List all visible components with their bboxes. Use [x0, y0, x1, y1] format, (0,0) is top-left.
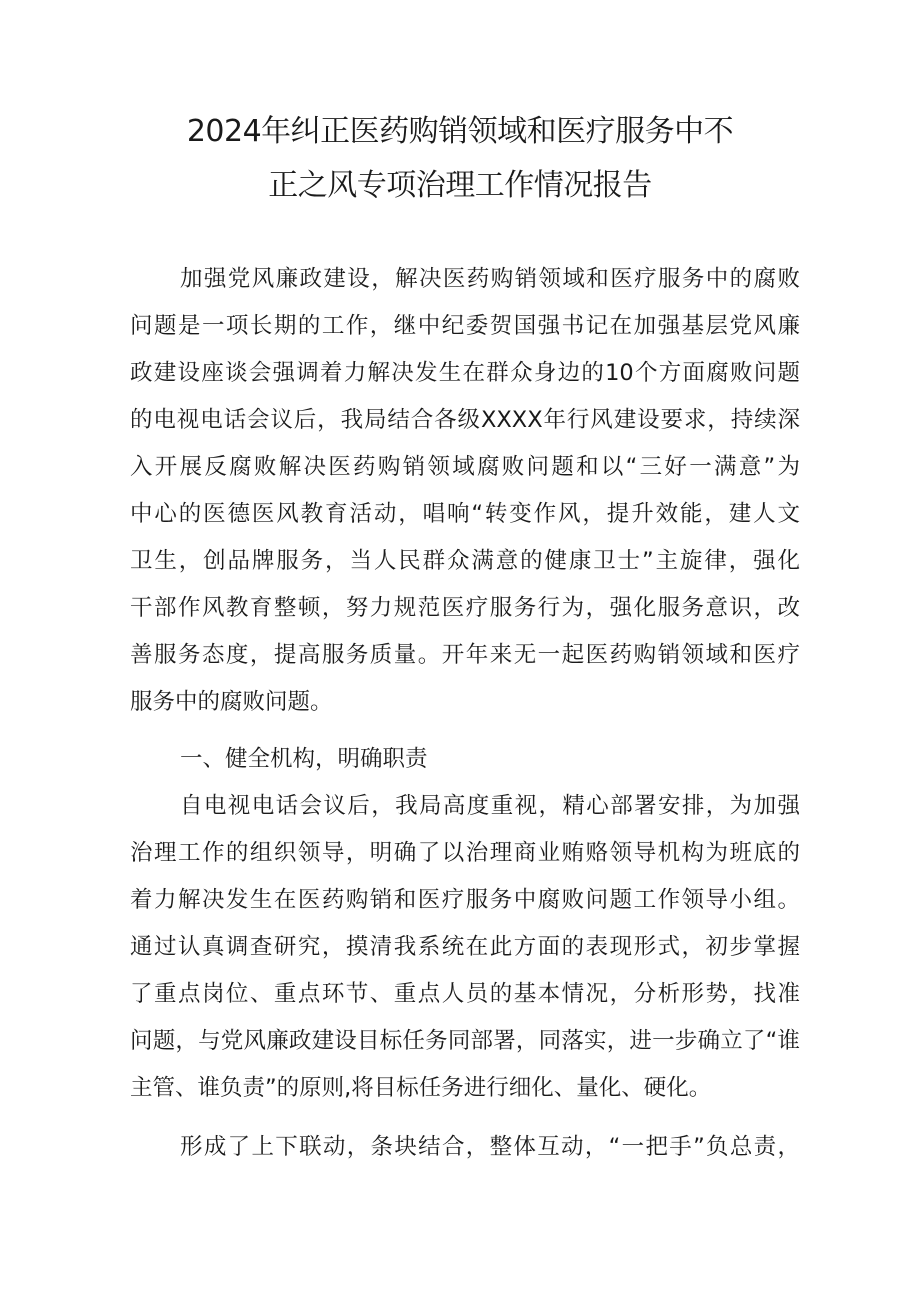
paragraph-1-line: 加强党风廉政建设，解决医药购销领域和医疗服务中的腐败: [180, 266, 800, 292]
section-heading-1: 一、健全机构，明确职责: [180, 746, 428, 772]
paragraph-1-line: 卫生，创品牌服务，当人民群众满意的健康卫士”主旋律，强化: [130, 548, 800, 574]
paragraph-1-line: 的电视电话会议后，我局结合各级XXXX年行风建设要求，持续深: [130, 407, 800, 433]
paragraph-1-line: 入开展反腐败解决医药购销领域腐败问题和以“三好一满意”为: [130, 454, 800, 480]
paragraph-1-line: 服务中的腐败问题。: [130, 689, 333, 715]
paragraph-2-line: 主管、谁负责”的原则,将目标任务进行细化、量化、硬化。: [130, 1075, 712, 1101]
paragraph-3-line: 形成了上下联动，条块结合，整体互动，“一把手”负总责，: [180, 1134, 800, 1160]
document-title-line-2: 正之风专项治理工作情况报告: [268, 168, 652, 203]
paragraph-2-line: 了重点岗位、重点环节、重点人员的基本情况，分析形势，找准: [130, 981, 800, 1007]
paragraph-2-line: 自电视电话会议后，我局高度重视，精心部署安排，为加强: [180, 793, 800, 819]
paragraph-2-line: 问题，与党风廉政建设目标任务同部署，同落实，进一步确立了“谁: [130, 1028, 800, 1054]
paragraph-1-line: 干部作风教育整顿，努力规范医疗服务行为，强化服务意识，改: [130, 595, 800, 621]
paragraph-2-line: 着力解决发生在医药购销和医疗服务中腐败问题工作领导小组。: [130, 887, 800, 913]
paragraph-1-line: 政建设座谈会强调着力解决发生在群众身边的10个方面腐败问题: [130, 360, 800, 386]
paragraph-2-line: 治理工作的组织领导，明确了以治理商业贿赂领导机构为班底的: [130, 840, 800, 866]
paragraph-2-line: 通过认真调查研究，摸清我系统在此方面的表现形式，初步掌握: [130, 934, 800, 960]
document-title-line-1: 2024年纠正医药购销领域和医疗服务中不: [186, 114, 734, 149]
paragraph-1-line: 问题是一项长期的工作，继中纪委贺国强书记在加强基层党风廉: [130, 313, 800, 339]
paragraph-1-line: 中心的医德医风教育活动，唱响“转变作风，提升效能，建人文: [130, 501, 800, 527]
paragraph-1-line: 善服务态度，提高服务质量。开年来无一起医药购销领域和医疗: [130, 642, 800, 668]
